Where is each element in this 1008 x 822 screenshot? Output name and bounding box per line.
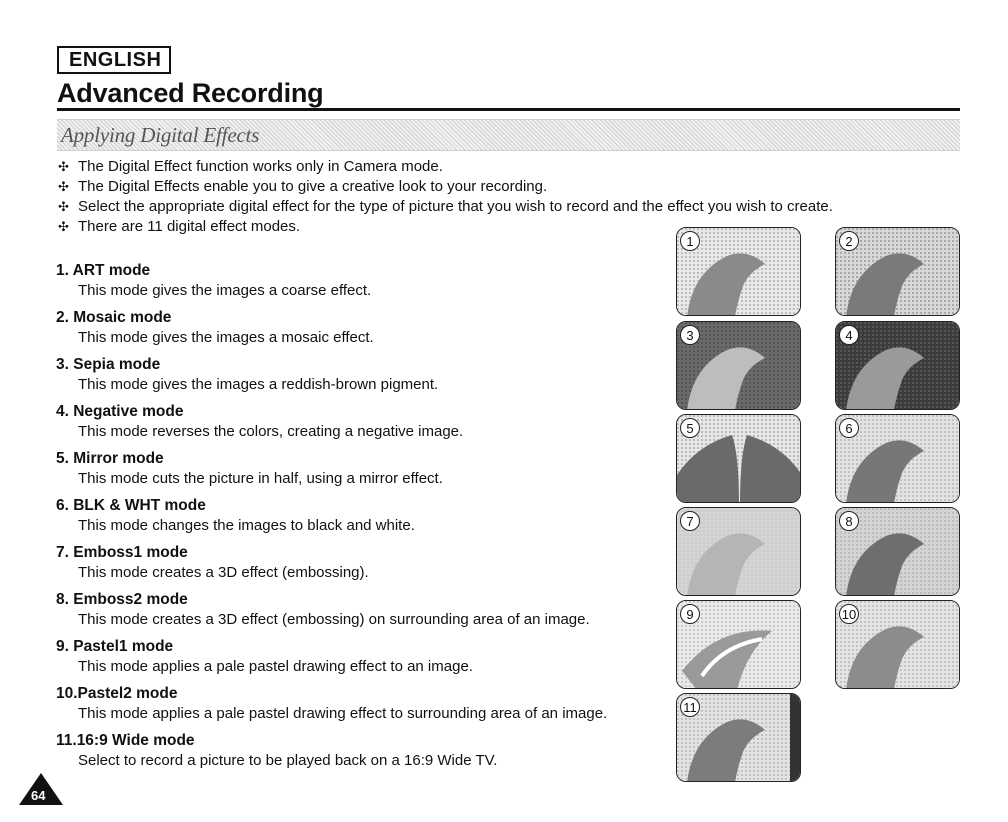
mode-item [56, 449, 676, 496]
mode-item [56, 308, 676, 355]
mode-description: This mode creates a 3D effect (embossing) on surrounding area of an image. [78, 611, 590, 628]
mode-description: This mode changes the images to black and white. [78, 517, 415, 534]
effect-thumbnail [676, 414, 801, 503]
mode-title: 8. Emboss2 mode [56, 591, 188, 608]
title-rule [57, 108, 960, 111]
intro-bullet [58, 197, 958, 217]
bullet-text: The Digital Effects enable you to give a creative look to your recording. [78, 178, 548, 195]
effect-thumbnail [676, 321, 801, 410]
bullet-icon: ✣ [58, 219, 69, 234]
bullet-text: There are 11 digital effect modes. [78, 218, 301, 235]
mode-title: 7. Emboss1 mode [56, 544, 188, 561]
mode-title: 11.16:9 Wide mode [56, 732, 195, 749]
mode-title: 2. Mosaic mode [56, 309, 172, 326]
effect-thumbnail [835, 321, 960, 410]
mode-description: This mode applies a pale pastel drawing effect to surrounding area of an image. [78, 705, 608, 722]
thumbnail-number: 3 [680, 325, 700, 345]
mode-item [56, 543, 676, 590]
mode-item [56, 731, 676, 778]
mode-item [56, 355, 676, 402]
bullet-icon: ✣ [58, 159, 69, 174]
thumbnail-number: 9 [680, 604, 700, 624]
bullet-icon: ✣ [58, 179, 69, 194]
page-title: Advanced Recording [57, 78, 324, 108]
bullet-text: Select the appropriate digital effect for the type of picture that you wish to record and the effect you wish to create. [78, 198, 833, 215]
mode-title: 10.Pastel2 mode [56, 685, 178, 702]
thumbnail-number: 6 [839, 418, 859, 438]
mode-item [56, 261, 676, 308]
mode-item [56, 590, 676, 637]
mode-title: 3. Sepia mode [56, 356, 161, 373]
thumbnail-number: 10 [839, 604, 859, 624]
effect-thumbnail [835, 507, 960, 596]
effect-thumbnail [835, 227, 960, 316]
effect-thumbnail [835, 600, 960, 689]
mode-item [56, 637, 676, 684]
language-label: ENGLISH [57, 46, 171, 74]
mode-description: This mode gives the images a mosaic effect. [78, 329, 374, 346]
thumbnail-number: 8 [839, 511, 859, 531]
mode-description: This mode gives the images a reddish-brown pigment. [78, 376, 439, 393]
effect-thumbnail [676, 227, 801, 316]
intro-bullet [58, 217, 958, 237]
intro-bullet-list [58, 157, 958, 237]
bullet-icon: ✣ [58, 199, 69, 214]
mode-description: Select to record a picture to be played back on a 16:9 Wide TV. [78, 752, 498, 769]
intro-bullet [58, 177, 958, 197]
thumbnail-number: 11 [680, 697, 700, 717]
mode-title: 4. Negative mode [56, 403, 184, 420]
effect-thumbnail [676, 693, 801, 782]
thumbnail-number: 1 [680, 231, 700, 251]
mode-item [56, 402, 676, 449]
thumbnail-number: 7 [680, 511, 700, 531]
mode-description: This mode creates a 3D effect (embossing). [78, 564, 369, 581]
thumbnail-number: 5 [680, 418, 700, 438]
page-number: 64 [31, 788, 46, 803]
mode-item [56, 496, 676, 543]
bullet-text: The Digital Effect function works only in Camera mode. [78, 158, 443, 175]
section-banner [57, 119, 960, 151]
mode-list [56, 261, 676, 778]
mode-title: 9. Pastel1 mode [56, 638, 174, 655]
thumbnail-number: 2 [839, 231, 859, 251]
mode-title: 6. BLK & WHT mode [56, 497, 206, 514]
section-title: Applying Digital Effects [61, 123, 260, 147]
mode-title: 5. Mirror mode [56, 450, 164, 467]
intro-bullet [58, 157, 958, 177]
mode-description: This mode gives the images a coarse effect. [78, 282, 372, 299]
effect-thumbnail [676, 507, 801, 596]
mode-description: This mode cuts the picture in half, using a mirror effect. [78, 470, 443, 487]
mode-description: This mode reverses the colors, creating a negative image. [78, 423, 464, 440]
effect-thumbnail [676, 600, 801, 689]
thumbnail-number: 4 [839, 325, 859, 345]
mode-item [56, 684, 676, 731]
mode-description: This mode applies a pale pastel drawing effect to an image. [78, 658, 473, 675]
mode-title: 1. ART mode [56, 262, 151, 279]
effect-thumbnail [835, 414, 960, 503]
